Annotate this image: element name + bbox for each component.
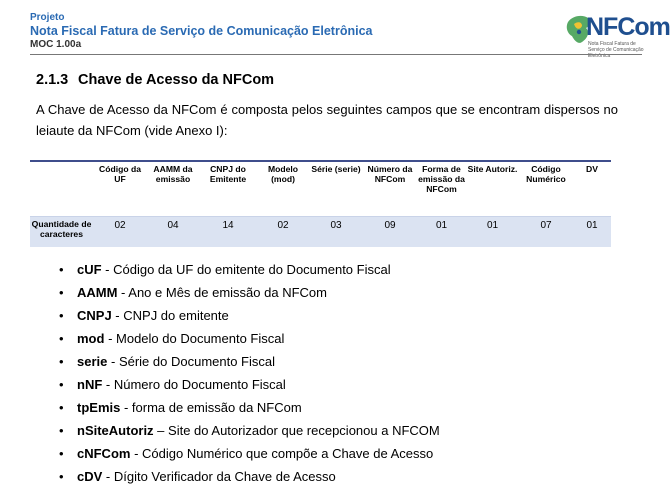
table-cell: 01 [417,216,466,247]
column-header: Modelo (mod) [257,161,309,216]
field-description: Modelo do Documento Fiscal [116,331,285,346]
project-label: Projeto [30,12,65,23]
list-item [59,308,440,331]
field-description: Código Numérico que compõe a Chave de Acesso [142,446,434,461]
field-code: cNFCom [77,446,131,461]
column-header: Código da UF [93,161,147,216]
column-header: Série (serie) [309,161,363,216]
field-description: Ano e Mês de emissão da NFCom [128,285,327,300]
field-description: CNPJ do emitente [123,308,229,323]
bullet-icon: • [59,308,64,323]
list-item [59,423,440,446]
column-header: CNPJ do Emitente [199,161,257,216]
field-code: mod [77,331,105,346]
field-separator: - [101,262,114,277]
table-cell: 02 [93,216,147,247]
section-number: 2.1.3 [36,72,69,88]
bullet-icon: • [59,469,64,484]
field-separator: - [111,308,124,323]
document-title: Nota Fiscal Fatura de Serviço de Comunicação Eletrônica [30,24,373,38]
access-key-table [30,160,611,247]
field-description: Site do Autorizador que recepcionou a NFCOM [168,423,440,438]
list-item [59,446,440,469]
column-header: Número da NFCom [363,161,417,216]
list-item [59,331,440,354]
document-header [30,12,372,51]
field-list [59,262,440,492]
bullet-icon: • [59,354,64,369]
logo-text: NFCom [586,13,670,41]
bullet-icon: • [59,262,64,277]
section-title: Chave de Acesso da NFCom [78,72,275,88]
table-cell: 04 [147,216,199,247]
bullet-icon: • [59,423,64,438]
bullet-icon: • [59,285,64,300]
field-code: AAMM [77,285,118,300]
field-separator: - [104,331,117,346]
field-separator: - [130,446,143,461]
field-code: nSiteAutoriz [77,423,154,438]
list-item [59,400,440,423]
field-description: forma de emissão da NFCom [131,400,302,415]
table-header-row [30,161,611,216]
bullet-icon: • [59,446,64,461]
column-header: DV [573,161,611,216]
header-divider [30,54,642,55]
field-code: cDV [77,469,103,484]
column-header: Site Autoriz. [466,161,519,216]
field-separator: - [107,354,119,369]
section-heading [36,72,274,88]
intro-paragraph: A Chave de Acesso da NFCom é composta pelos seguintes campos que se encontram dispersos no leiaute da NFCom (vide Anexo I): [36,102,618,138]
row-label: Quantidade de caracteres [30,216,93,247]
table-cell: 14 [199,216,257,247]
bullet-icon: • [59,331,64,346]
field-code: nNF [77,377,103,392]
field-separator: - [117,285,129,300]
field-separator: - [102,377,114,392]
list-item [59,354,440,377]
bullet-icon: • [59,377,64,392]
table-row [30,216,611,247]
column-header: AAMM da emissão [147,161,199,216]
table-corner [30,161,93,216]
field-separator: - [120,400,132,415]
list-item [59,469,440,492]
field-separator: - [102,469,114,484]
field-code: tpEmis [77,400,121,415]
list-item [59,285,440,308]
field-code: serie [77,354,108,369]
table-cell: 07 [519,216,573,247]
bullet-icon: • [59,400,64,415]
field-description: Número do Documento Fiscal [113,377,286,392]
field-description: Dígito Verificador da Chave de Acesso [113,469,336,484]
logo-subtitle: Nota Fiscal Fatura de Serviço de Comunicação Eletrônica [588,41,644,59]
column-header: Forma de emissão da NFCom [417,161,466,216]
field-code: cUF [77,262,102,277]
list-item [59,377,440,400]
table-cell: 01 [573,216,611,247]
field-description: Código da UF do emitente do Documento Fiscal [113,262,391,277]
table-cell: 02 [257,216,309,247]
field-description: Série do Documento Fiscal [118,354,276,369]
moc-version: MOC 1.00a [30,39,82,50]
field-code: CNPJ [77,308,112,323]
table-cell: 01 [466,216,519,247]
column-header: Código Numérico [519,161,573,216]
table-cell: 09 [363,216,417,247]
table-cell: 03 [309,216,363,247]
list-item [59,262,440,285]
field-separator: – [153,423,169,438]
